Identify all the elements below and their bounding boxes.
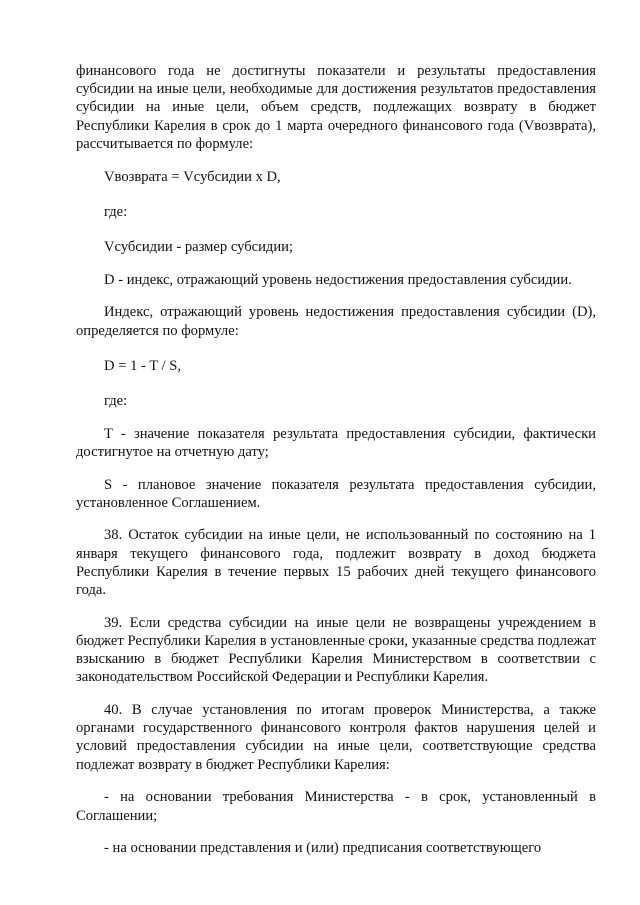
definition-s: S - плановое значение показателя результата предоставления субсидии, установленное Соглашением. — [76, 476, 596, 511]
paragraph-where: где: — [104, 203, 128, 220]
paragraph-where-2: где: — [104, 392, 128, 409]
list-item-requirement: - на основании требования Министерства - в срок, установленный в Соглашении; — [76, 789, 596, 824]
clause-39: 39. Если средства субсидии на иные цели не возвращены учреждением в бюджет Республики Карелия в установленные сроки, указанные средства подлежат взысканию в бюджет Республики Карелия Министерством в соответствии с законодательством Российской Федерации и Республики Карелия. — [76, 614, 596, 686]
paragraph-index-formula-intro: Индекс, отражающий уровень недостижения предоставления субсидии (D), определяется по формуле: — [76, 304, 596, 339]
definition-index-d: D - индекс, отражающий уровень недостижения предоставления субсидии. — [104, 271, 572, 288]
clause-40: 40. В случае установления по итогам проверок Министерства, а также органами государственного финансового контроля фактов нарушения целей и условий предоставления субсидии на иные цели, соответствующие средства подлежат возврату в бюджет Республики Карелия: — [76, 702, 596, 773]
formula-return-volume: Vвозврата = Vсубсидии x D, — [104, 168, 281, 185]
definition-subsidy-volume: Vсубсидии - размер субсидии; — [104, 238, 294, 255]
formula-index-d: D = 1 - T / S, — [104, 357, 182, 374]
paragraph-intro: финансового года не достигнуты показатели и результаты предоставления субсидии на иные цели, необходимые для достижения результатов предоставления субсидии на иные цели, объем средств, подлежащих возврату в бюджет Республики Карелия в срок до 1 марта очередного финансового года (Vвозврата), рассчитывается по формуле: — [76, 63, 596, 152]
definition-t: T - значение показателя результата предоставления субсидии, фактически достигнутое на отчетную дату; — [76, 425, 596, 460]
clause-38: 38. Остаток субсидии на иные цели, не использованный по состоянию на 1 января текущего финансового года, подлежит возврату в доход бюджета Республики Карелия в течение первых 15 рабочих дней текущего финансового года. — [76, 527, 596, 599]
document-body — [76, 62, 596, 872]
list-item-representation: - на основании представления и (или) предписания соответствующего — [104, 840, 542, 857]
